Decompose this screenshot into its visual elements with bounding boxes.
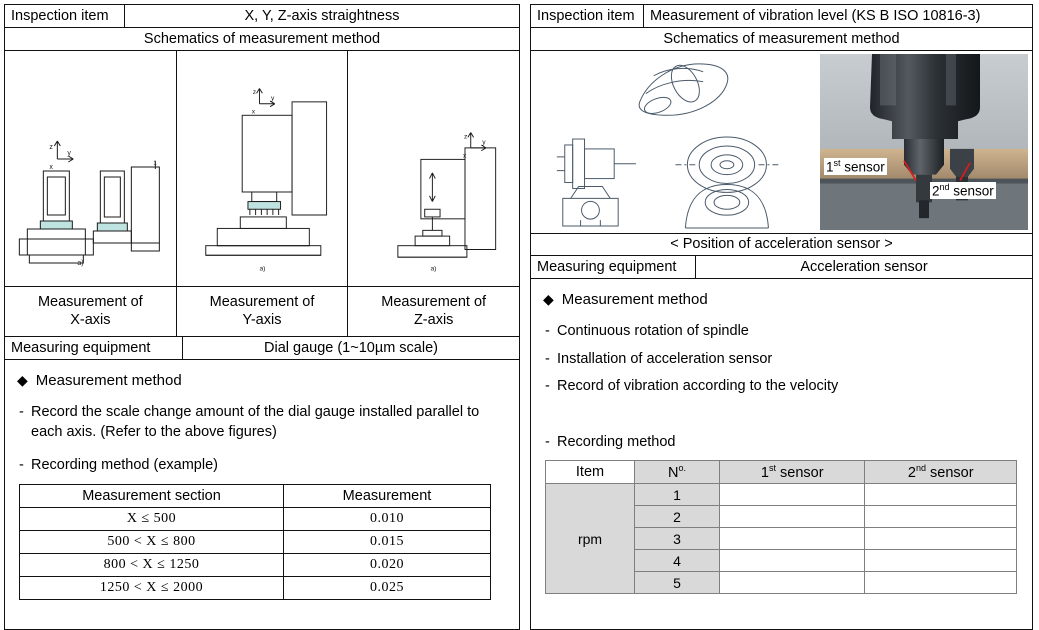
right-inspection-item-row bbox=[531, 5, 1032, 28]
right-inspection-panel bbox=[530, 4, 1033, 630]
figure-caption-y-axis bbox=[177, 287, 349, 336]
col-header-first-sensor bbox=[720, 461, 865, 484]
left-inspection-item-row bbox=[5, 5, 519, 28]
table-header-row bbox=[546, 461, 1017, 484]
figure-y-axis-drawing bbox=[177, 51, 348, 286]
svg-text:x: x bbox=[49, 164, 53, 171]
cell-section-4: 1250 < X ≤ 2000 bbox=[20, 576, 284, 599]
cell-s2-1[interactable] bbox=[865, 484, 1017, 506]
cell-s1-2[interactable] bbox=[720, 506, 865, 528]
right-schematic-area bbox=[531, 51, 1032, 234]
svg-text:z: z bbox=[464, 133, 468, 141]
right-recording-heading-row bbox=[545, 433, 1022, 453]
dash-bullet-icon: - bbox=[19, 404, 24, 421]
table-row bbox=[20, 576, 491, 599]
cell-s2-5[interactable] bbox=[865, 572, 1017, 594]
right-method-item-1 bbox=[545, 322, 1022, 342]
row-label-rpm: rpm bbox=[546, 484, 635, 594]
cell-section-3: 800 < X ≤ 1250 bbox=[20, 553, 284, 576]
svg-text:a): a) bbox=[430, 265, 437, 273]
svg-text:y: y bbox=[270, 94, 274, 102]
figure-x-axis bbox=[5, 51, 177, 286]
svg-text:z: z bbox=[49, 144, 53, 151]
right-method-item-3 bbox=[545, 377, 1022, 397]
table-row bbox=[20, 507, 491, 530]
cell-no-1: 1 bbox=[635, 484, 720, 506]
left-method-item-2 bbox=[19, 456, 509, 476]
figure-caption-z-axis bbox=[348, 287, 519, 336]
cell-s1-1[interactable] bbox=[720, 484, 865, 506]
cell-no-5: 5 bbox=[635, 572, 720, 594]
figure-caption-x-axis bbox=[5, 287, 177, 336]
cell-no-3: 3 bbox=[635, 528, 720, 550]
svg-text:1: 1 bbox=[153, 161, 157, 167]
col-header-first-sensor-sup: st bbox=[768, 463, 776, 474]
dash-bullet-icon: - bbox=[545, 323, 550, 339]
cell-s2-4[interactable] bbox=[865, 550, 1017, 572]
right-inspection-item-value: Measurement of vibration level (KS B ISO 10816-3) bbox=[650, 8, 981, 24]
right-inspection-item-label: Inspection item bbox=[531, 5, 644, 27]
table-header-row bbox=[20, 484, 491, 507]
cell-no-4: 4 bbox=[635, 550, 720, 572]
left-equipment-label: Measuring equipment bbox=[5, 337, 183, 359]
col-header-second-sensor-suffix: sensor bbox=[925, 465, 974, 482]
right-method-item-3-text: Record of vibration according to the velocity bbox=[557, 378, 839, 395]
cell-value-3: 0.020 bbox=[284, 553, 491, 576]
cell-no-2: 2 bbox=[635, 506, 720, 528]
dash-bullet-icon: - bbox=[19, 457, 24, 474]
left-equipment-row bbox=[5, 337, 519, 360]
col-header-measurement-section: Measurement section bbox=[20, 484, 284, 507]
col-header-no bbox=[635, 461, 720, 484]
col-header-first-sensor-suffix: sensor bbox=[775, 465, 824, 482]
right-method-item-1-text: Continuous rotation of spindle bbox=[557, 323, 749, 339]
cell-s2-2[interactable] bbox=[865, 506, 1017, 528]
table-row bbox=[546, 484, 1017, 506]
col-header-first-sensor-prefix: 1 bbox=[760, 465, 769, 482]
measurement-section-table bbox=[19, 484, 491, 600]
col-header-item: Item bbox=[546, 461, 635, 484]
left-inspection-panel bbox=[4, 4, 520, 630]
right-equipment-label: Measuring equipment bbox=[531, 256, 696, 278]
left-method-item-1 bbox=[19, 403, 509, 442]
spindle-photo-image bbox=[820, 54, 1028, 230]
cell-value-1: 0.010 bbox=[284, 507, 491, 530]
right-method-heading-row bbox=[543, 291, 1022, 308]
right-recording-heading: Recording method bbox=[557, 433, 676, 450]
col-header-second-sensor-sup: nd bbox=[915, 463, 926, 474]
table-row bbox=[20, 530, 491, 553]
col-header-no-prefix: N bbox=[668, 465, 679, 482]
figure-x-axis-drawing bbox=[5, 51, 176, 286]
sensor-position-caption: < Position of acceleration sensor > bbox=[531, 234, 1032, 256]
svg-text:z: z bbox=[252, 89, 256, 97]
second-sensor-label-prefix: 2 bbox=[932, 183, 940, 199]
col-header-second-sensor bbox=[865, 461, 1017, 484]
left-method-item-2-text: Recording method (example) bbox=[31, 457, 218, 474]
svg-text:x: x bbox=[463, 152, 467, 160]
left-method-heading: Measurement method bbox=[35, 372, 182, 390]
right-method-item-2 bbox=[545, 350, 1022, 370]
figure-caption-y-line1: Measurement of bbox=[209, 294, 315, 310]
figure-z-axis bbox=[348, 51, 519, 286]
figure-caption-x-line2: X-axis bbox=[70, 312, 111, 329]
right-schematics-header: Schematics of measurement method bbox=[531, 28, 1032, 51]
first-sensor-label bbox=[824, 158, 887, 175]
diamond-bullet-icon: ◆ bbox=[543, 291, 554, 307]
first-sensor-label-prefix: 1 bbox=[826, 159, 834, 175]
svg-text:a): a) bbox=[77, 260, 84, 267]
svg-text:y: y bbox=[67, 150, 71, 157]
right-equipment-row bbox=[531, 256, 1032, 279]
figure-caption-y-line2: Y-axis bbox=[242, 312, 282, 329]
left-figure-group bbox=[5, 51, 519, 287]
figure-y-axis bbox=[177, 51, 349, 286]
figure-z-axis-drawing bbox=[348, 51, 519, 286]
figure-caption-x-line1: Measurement of bbox=[37, 294, 143, 310]
cell-section-1: X ≤ 500 bbox=[20, 507, 284, 530]
diamond-bullet-icon: ◆ bbox=[17, 372, 28, 389]
left-inspection-item-value: X, Y, Z-axis straightness bbox=[244, 8, 400, 24]
second-sensor-label-suffix: sensor bbox=[949, 183, 994, 199]
col-header-no-sup: o. bbox=[678, 463, 686, 474]
col-header-measurement: Measurement bbox=[284, 484, 491, 507]
spindle-photo bbox=[820, 54, 1028, 230]
cell-s1-5[interactable] bbox=[720, 572, 865, 594]
right-method-body bbox=[531, 279, 1032, 629]
dash-bullet-icon: - bbox=[545, 378, 550, 395]
second-sensor-label-sup: nd bbox=[939, 182, 950, 192]
dash-bullet-icon: - bbox=[545, 350, 550, 367]
dash-bullet-icon: - bbox=[545, 433, 550, 450]
left-figure-captions bbox=[5, 287, 519, 337]
svg-text:a): a) bbox=[259, 265, 266, 273]
second-sensor-label bbox=[930, 182, 996, 199]
svg-text:y: y bbox=[482, 139, 486, 147]
right-method-item-2-text: Installation of acceleration sensor bbox=[557, 350, 773, 367]
cell-s2-3[interactable] bbox=[865, 528, 1017, 550]
left-method-heading-row bbox=[17, 372, 509, 389]
right-equipment-value: Acceleration sensor bbox=[800, 259, 928, 275]
left-equipment-value: Dial gauge (1~10µm scale) bbox=[264, 340, 438, 357]
table-row bbox=[20, 553, 491, 576]
right-method-heading: Measurement method bbox=[561, 291, 708, 308]
col-header-second-sensor-prefix: 2 bbox=[907, 465, 916, 482]
first-sensor-label-suffix: sensor bbox=[840, 159, 885, 175]
left-method-body bbox=[5, 360, 519, 629]
cell-value-4: 0.025 bbox=[284, 576, 491, 599]
vibration-recording-table bbox=[545, 460, 1017, 594]
cell-s1-3[interactable] bbox=[720, 528, 865, 550]
svg-text:x: x bbox=[251, 108, 255, 116]
bearing-schematic-drawing bbox=[535, 54, 816, 230]
cell-s1-4[interactable] bbox=[720, 550, 865, 572]
left-schematics-header: Schematics of measurement method bbox=[5, 28, 519, 51]
cell-value-2: 0.015 bbox=[284, 530, 491, 553]
figure-caption-z-line1: Measurement of bbox=[381, 294, 487, 310]
first-sensor-label-sup: st bbox=[833, 158, 841, 168]
figure-caption-z-line2: Z-axis bbox=[413, 312, 454, 329]
left-inspection-item-label: Inspection item bbox=[5, 5, 125, 27]
left-method-item-1-text: Record the scale change amount of the dial gauge installed parallel to each axis. (Refer to the above figures) bbox=[31, 404, 480, 440]
cell-section-2: 500 < X ≤ 800 bbox=[20, 530, 284, 553]
